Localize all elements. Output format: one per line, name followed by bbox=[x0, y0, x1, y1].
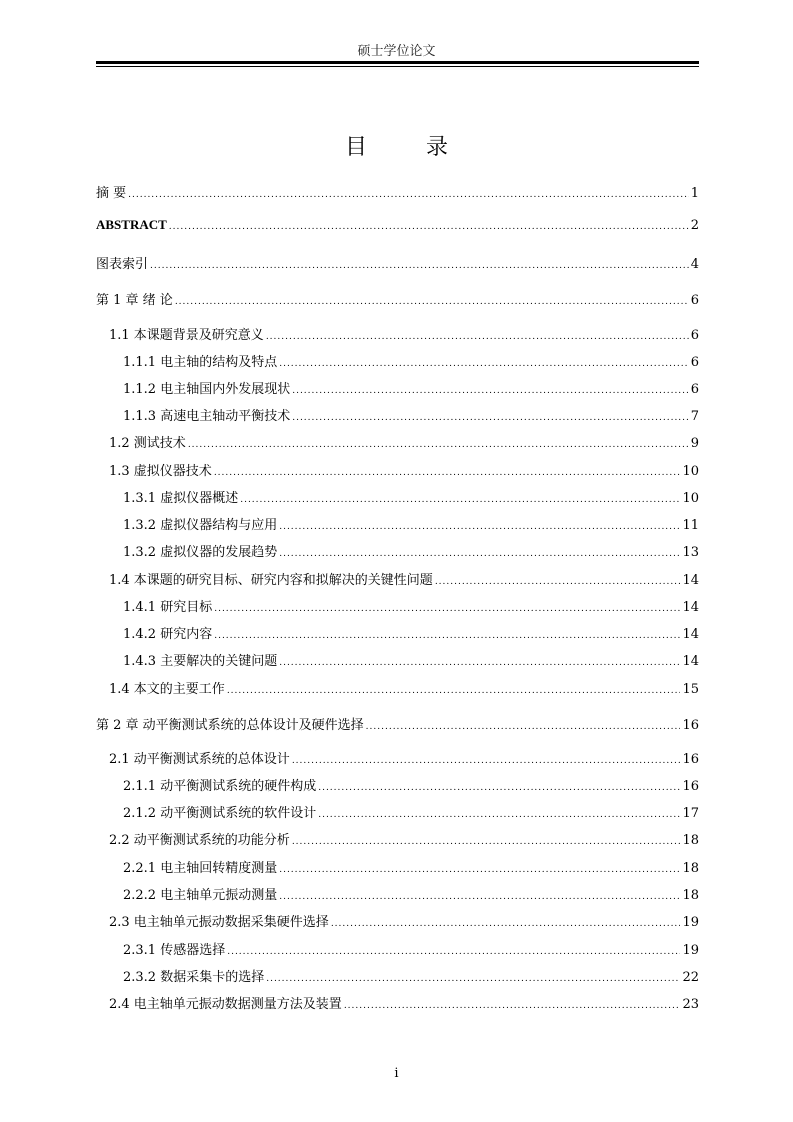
toc-entry[interactable] bbox=[96, 714, 699, 734]
toc-entry-page: 18 bbox=[682, 833, 699, 848]
toc-entry[interactable] bbox=[96, 378, 699, 398]
dot-leader bbox=[292, 413, 689, 423]
dot-leader bbox=[435, 577, 681, 587]
toc-entry-page: 1 bbox=[690, 186, 699, 201]
toc-entry-page: 4 bbox=[690, 257, 699, 272]
toc-entry-label: 摘 要 bbox=[96, 186, 127, 201]
toc-entry-label: 1.1.2 电主轴国内外发展现状 bbox=[123, 382, 291, 397]
toc-entry[interactable] bbox=[96, 748, 699, 768]
dot-leader bbox=[331, 919, 681, 929]
toc-entry[interactable] bbox=[96, 541, 699, 561]
toc-entry[interactable] bbox=[96, 993, 699, 1013]
toc-entry-page: 16 bbox=[682, 752, 699, 767]
toc-entry-label: 1.1.1 电主轴的结构及特点 bbox=[123, 355, 278, 370]
toc-entry-label: 2.4 电主轴单元振动数据测量方法及装置 bbox=[109, 997, 342, 1012]
toc-entry-label: 1.3.2 虚拟仪器结构与应用 bbox=[123, 518, 278, 533]
toc-entry-page: 10 bbox=[682, 491, 699, 506]
toc-entry-page: 19 bbox=[682, 915, 699, 930]
dot-leader bbox=[366, 722, 681, 732]
toc-entry-label: 1.1.3 高速电主轴动平衡技术 bbox=[123, 409, 291, 424]
toc-entry-page: 2 bbox=[690, 218, 699, 233]
toc-entry[interactable] bbox=[96, 857, 699, 877]
toc-entry[interactable] bbox=[96, 487, 699, 507]
toc-entry-label: 1.2 测试技术 bbox=[109, 436, 186, 451]
toc-entry-label: 2.1 动平衡测试系统的总体设计 bbox=[109, 752, 290, 767]
toc-entry[interactable] bbox=[96, 966, 699, 986]
dot-leader bbox=[279, 359, 689, 369]
toc-entry[interactable] bbox=[96, 182, 699, 202]
toc-entry-label: 2.2 动平衡测试系统的功能分析 bbox=[109, 833, 290, 848]
toc-entry-page: 16 bbox=[682, 718, 699, 733]
toc-entry-label: ABSTRACT bbox=[96, 217, 167, 232]
toc-entry-label: 1.4.2 研究内容 bbox=[123, 627, 213, 642]
header-rule-thin bbox=[96, 66, 699, 67]
toc-entry-label: 1.3.1 虚拟仪器概述 bbox=[123, 491, 239, 506]
toc-entry-page: 14 bbox=[682, 654, 699, 669]
toc-title: 目 录 bbox=[345, 135, 474, 160]
toc-entry[interactable] bbox=[96, 324, 699, 344]
toc-entry-label: 1.4 本课题的研究目标、研究内容和拟解决的关键性问题 bbox=[109, 573, 433, 588]
toc-entry[interactable] bbox=[96, 802, 699, 822]
dot-leader bbox=[214, 604, 680, 614]
dot-leader bbox=[318, 810, 680, 820]
dot-leader bbox=[214, 631, 680, 641]
toc-entry[interactable] bbox=[96, 596, 699, 616]
dot-leader bbox=[292, 837, 681, 847]
toc-entry[interactable] bbox=[96, 911, 699, 931]
toc-entry-page: 17 bbox=[682, 806, 699, 821]
dot-leader bbox=[266, 332, 689, 342]
dot-leader bbox=[150, 261, 689, 271]
toc-entry-page: 6 bbox=[690, 355, 699, 370]
toc-entry-page: 6 bbox=[690, 293, 699, 308]
dot-leader bbox=[188, 440, 689, 450]
toc-entry-page: 15 bbox=[682, 682, 699, 697]
toc-entry-label: 1.4.3 主要解决的关键问题 bbox=[123, 654, 278, 669]
dot-leader bbox=[318, 783, 680, 793]
toc-entry-label: 图表索引 bbox=[96, 257, 149, 272]
header-rule bbox=[96, 61, 699, 64]
running-header: 硕士学位论文 bbox=[357, 44, 436, 59]
toc-entry-page: 7 bbox=[690, 409, 699, 424]
toc-entry[interactable] bbox=[96, 569, 699, 589]
toc-entry-page: 10 bbox=[682, 464, 699, 479]
dot-leader bbox=[279, 549, 680, 559]
toc-entry-page: 16 bbox=[682, 779, 699, 794]
toc-entry-label: 1.3.2 虚拟仪器的发展趋势 bbox=[123, 545, 278, 560]
toc-entry-page: 14 bbox=[682, 600, 699, 615]
toc-entry[interactable] bbox=[96, 351, 699, 371]
toc-entry[interactable] bbox=[96, 884, 699, 904]
dot-leader bbox=[214, 468, 681, 478]
toc-entry[interactable] bbox=[96, 405, 699, 425]
toc-entry-label: 1.1 本课题背景及研究意义 bbox=[109, 328, 264, 343]
dot-leader bbox=[266, 974, 680, 984]
toc-entry-label: 第 1 章 绪 论 bbox=[96, 293, 173, 308]
dot-leader bbox=[344, 1001, 681, 1011]
dot-leader bbox=[227, 686, 681, 696]
dot-leader bbox=[279, 892, 680, 902]
toc-entry[interactable] bbox=[96, 829, 699, 849]
toc-entry-label: 第 2 章 动平衡测试系统的总体设计及硬件选择 bbox=[96, 718, 364, 733]
toc-entry-label: 2.3.2 数据采集卡的选择 bbox=[123, 970, 265, 985]
toc-entry[interactable] bbox=[96, 939, 699, 959]
toc-entry-page: 9 bbox=[690, 436, 699, 451]
toc-entry-label: 2.2.2 电主轴单元振动测量 bbox=[123, 888, 278, 903]
dot-leader bbox=[128, 190, 689, 200]
toc-entry-page: 18 bbox=[682, 888, 699, 903]
toc-entry[interactable] bbox=[96, 514, 699, 534]
toc-entry-page: 23 bbox=[682, 997, 699, 1012]
toc-entry[interactable] bbox=[96, 432, 699, 452]
toc-entry-page: 19 bbox=[682, 943, 699, 958]
dot-leader bbox=[279, 522, 680, 532]
toc-entry-label: 1.3 虚拟仪器技术 bbox=[109, 464, 212, 479]
toc-entry-page: 14 bbox=[682, 627, 699, 642]
dot-leader bbox=[279, 658, 680, 668]
toc-entry-label: 1.4 本文的主要工作 bbox=[109, 682, 225, 697]
toc-entry-page: 18 bbox=[682, 861, 699, 876]
toc-entry-label: 2.3 电主轴单元振动数据采集硬件选择 bbox=[109, 915, 329, 930]
toc-entry-label: 1.4.1 研究目标 bbox=[123, 600, 213, 615]
toc-entry-page: 6 bbox=[690, 382, 699, 397]
page-number: i bbox=[394, 1066, 399, 1081]
toc-entry-page: 14 bbox=[682, 573, 699, 588]
toc-entry-label: 2.1.2 动平衡测试系统的软件设计 bbox=[123, 806, 317, 821]
dot-leader bbox=[227, 947, 680, 957]
dot-leader bbox=[175, 297, 689, 307]
dot-leader bbox=[292, 756, 681, 766]
toc-entry[interactable] bbox=[96, 678, 699, 698]
toc-entry-page: 22 bbox=[682, 970, 699, 985]
toc-entry[interactable] bbox=[96, 623, 699, 643]
toc-entry-label: 2.2.1 电主轴回转精度测量 bbox=[123, 861, 278, 876]
dot-leader bbox=[292, 386, 689, 396]
dot-leader bbox=[240, 495, 680, 505]
dot-leader bbox=[169, 222, 689, 232]
toc-entry-label: 2.1.1 动平衡测试系统的硬件构成 bbox=[123, 779, 317, 794]
toc-entry[interactable] bbox=[96, 460, 699, 480]
toc-entry[interactable] bbox=[96, 253, 699, 273]
toc-entry[interactable] bbox=[96, 775, 699, 795]
dot-leader bbox=[279, 865, 680, 875]
toc-entry[interactable] bbox=[96, 289, 699, 309]
toc-entry-page: 13 bbox=[682, 545, 699, 560]
toc-entry-page: 6 bbox=[690, 328, 699, 343]
toc-entry-page: 11 bbox=[682, 518, 699, 533]
toc-entry[interactable] bbox=[96, 217, 699, 237]
toc-entry[interactable] bbox=[96, 650, 699, 670]
toc-entry-label: 2.3.1 传感器选择 bbox=[123, 943, 226, 958]
